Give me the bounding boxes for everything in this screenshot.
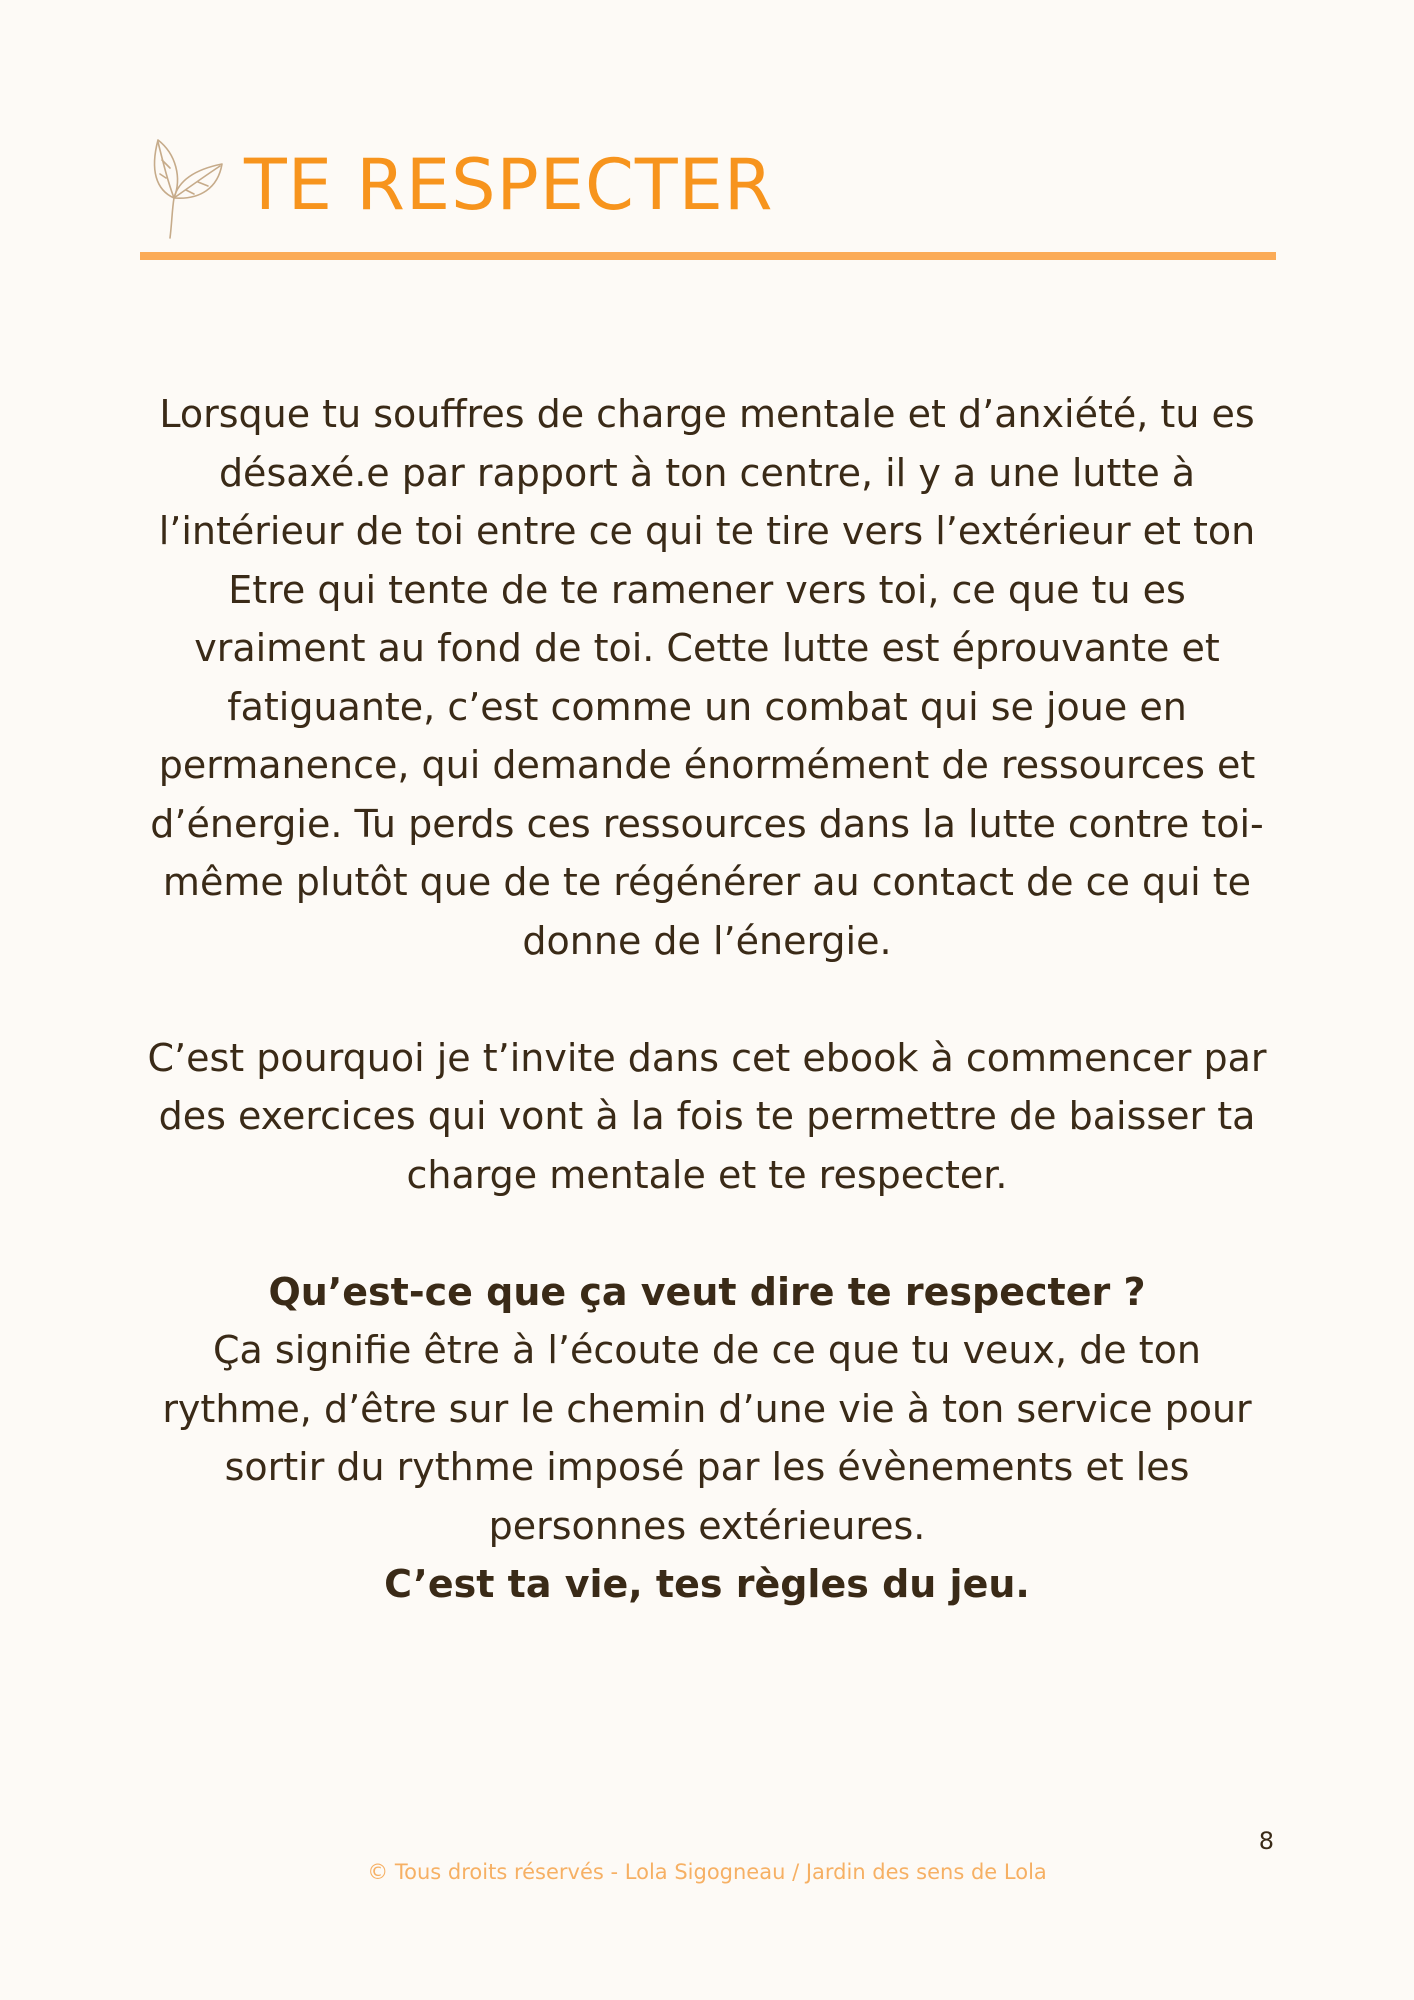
page-header [140, 128, 1276, 268]
leaf-icon [148, 130, 228, 242]
page-number: 8 [1258, 1827, 1274, 1855]
copyright-footer: © Tous droits réservés - Lola Sigogneau / Jardin des sens de Lola [367, 1860, 1047, 1884]
question-heading: Qu’est-ce que ça veut dire te respecter ? [268, 1269, 1146, 1314]
invitation-paragraph: C’est pourquoi je t’invite dans cet ebook à commencer par des exercices qui vont à la fois te permettre de baisser ta charge mentale et te respecter. [147, 1035, 1267, 1197]
paragraph-spacer [140, 1204, 1274, 1263]
closing-statement: C’est ta vie, tes règles du jeu. [384, 1562, 1030, 1606]
title-underline [140, 252, 1276, 260]
paragraph-spacer [140, 970, 1274, 1029]
page-title: TE RESPECTER [244, 144, 774, 226]
main-content [140, 385, 1274, 1614]
answer-paragraph: Ça signifie être à l’écoute de ce que tu veux, de ton rythme, d’être sur le chemin d’une vie à ton service pour sortir du rythme imposé par les évènements et les personnes extérieures. [162, 1328, 1252, 1548]
intro-paragraph: Lorsque tu souffres de charge mentale et d’anxiété, tu es désaxé.e par rapport à ton centre, il y a une lutte à l’intérieur de toi entre ce qui te tire vers l’extérieur et ton Etre qui tente de te ramener vers toi, ce que tu es vraiment au fond de toi. Cette lutte est éprouvante et fatiguante, c’est comme un combat qui se joue en permanence, qui demande énormément de ressources et d’énergie. Tu perds ces ressources dans la lutte contre toi-même plutôt que de te régénérer au contact de ce qui te donne de l’énergie. [150, 392, 1264, 963]
